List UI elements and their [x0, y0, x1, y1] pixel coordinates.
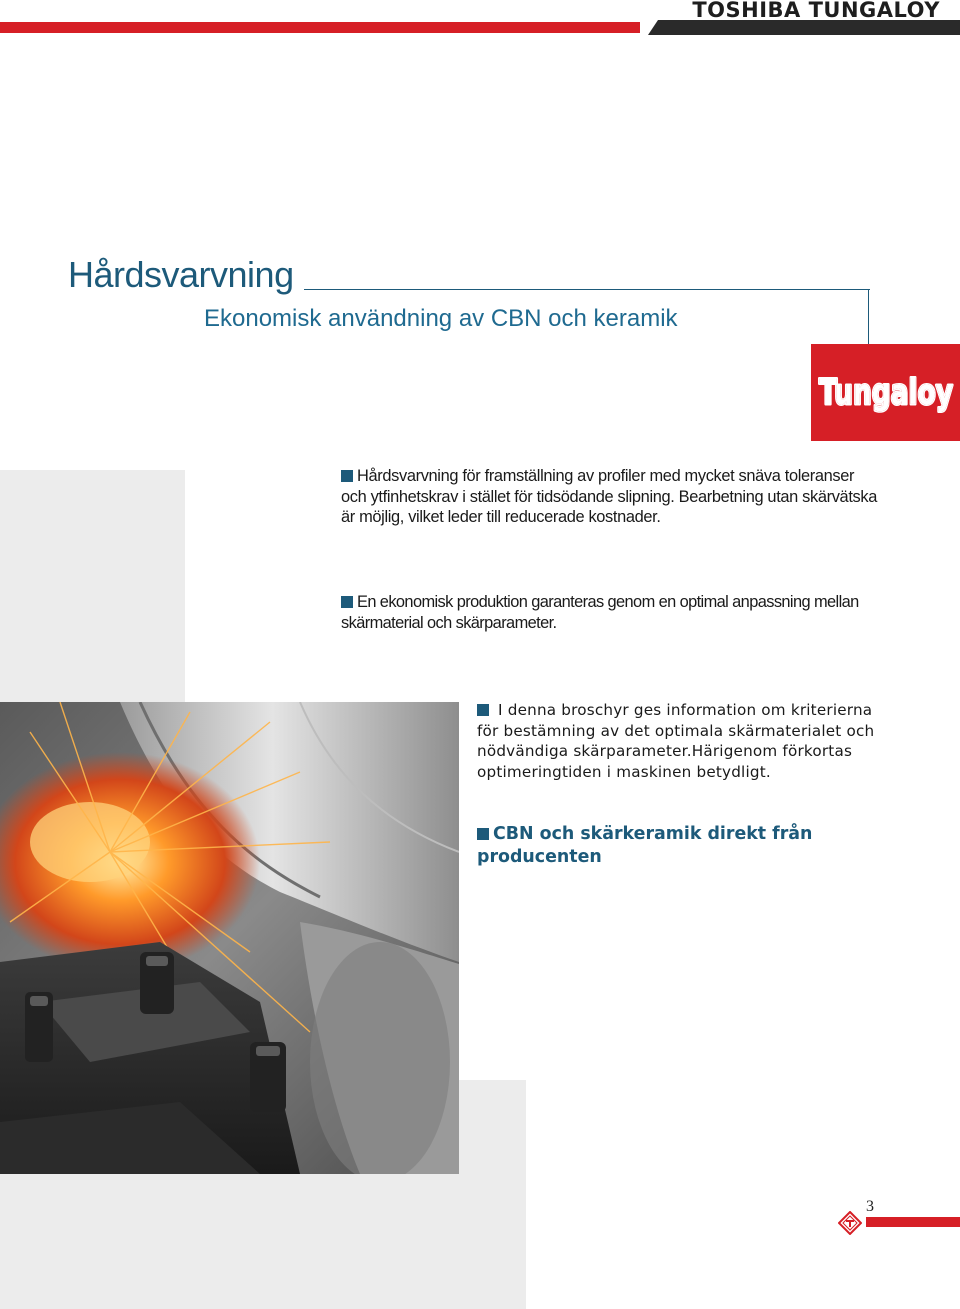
square-bullet-icon [341, 596, 353, 608]
tungaloy-logo-fill: Tungaloy [819, 373, 954, 413]
paragraph-cbn-direct [477, 823, 897, 868]
turning-sparks-photo [0, 702, 459, 1174]
square-bullet-icon [477, 704, 489, 716]
title-rule-vertical [868, 289, 869, 345]
background-panel-upper [0, 470, 185, 702]
square-bullet-icon [477, 828, 489, 840]
title-rule-horizontal [304, 289, 870, 290]
tungaloy-logo [811, 344, 960, 441]
square-bullet-icon [341, 470, 353, 482]
paragraph-text: En ekonomisk produktion garanteras genom en optimal anpassning mellan skärmaterial och skärparameter. [341, 593, 859, 632]
tungaloy-t-diamond-icon [838, 1211, 862, 1240]
page-number: 3 [866, 1198, 874, 1215]
tungaloy-logo-text: Tungaloy [819, 373, 954, 413]
paragraph-text: I denna broschyr ges information om kriterierna för bestämning av det optimala skärmaterialet och nödvändiga skärparameter.Härigenom förkortas optimeringtiden i maskinen betydligt. [477, 701, 875, 781]
brand-wordmark: TOSHIBA TUNGALOY [692, 0, 940, 22]
page-title: Hårdsvarvning [68, 254, 294, 295]
paragraph-economic-production [341, 592, 881, 633]
paragraph-text: Hårdsvarvning för framställning av profiler med mycket snäva toleranser och ytfinhetskrav i stället för tidsödande slipning. Bearbetning utan skärvätska är möjlig, vilket leder till reducerade kostnader. [341, 467, 877, 527]
header-red-bar [0, 22, 640, 33]
paragraph-hardturning [341, 466, 881, 528]
paragraph-brochure-info [477, 700, 897, 782]
page-subtitle: Ekonomisk användning av CBN och keramik [204, 305, 678, 332]
footer-red-bar [866, 1217, 960, 1227]
paragraph-text: CBN och skärkeramik direkt från producenten [477, 824, 813, 867]
header-dark-bar [648, 20, 960, 35]
